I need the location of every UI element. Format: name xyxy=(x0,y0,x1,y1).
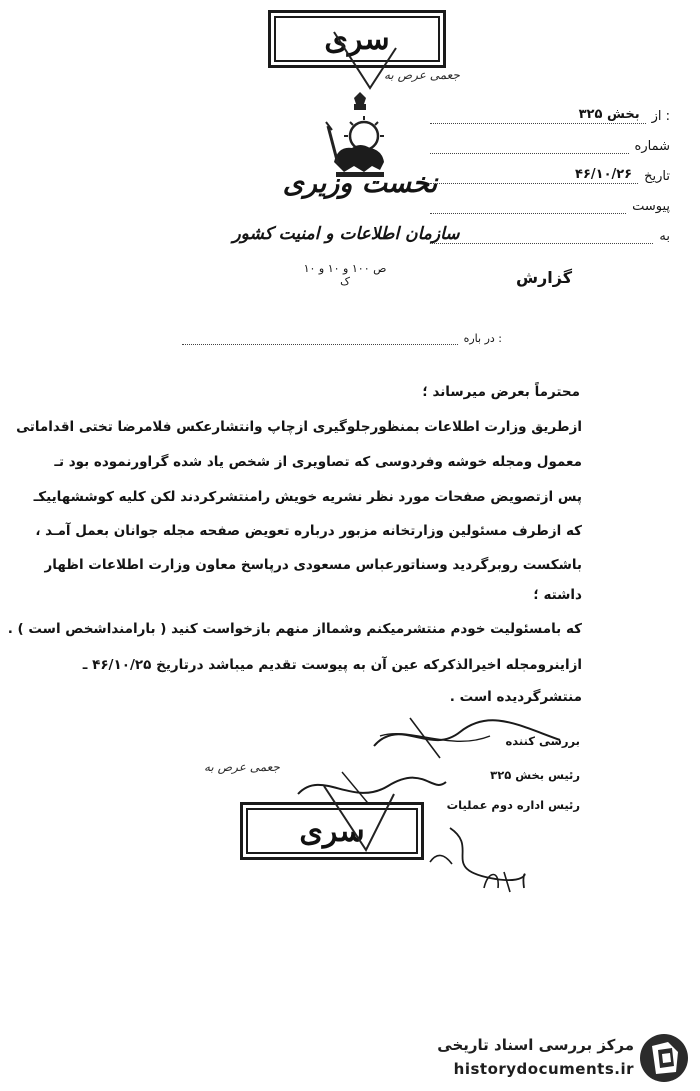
body-line: که ازطرف مسئولین وزارتخانه مزبور درباره تعویض صفحه مجله جوانان بعمل آمـد ، xyxy=(35,523,582,539)
body-line: ازطریق وزارت اطلاعات بمنظورجلوگیری ازچاپ وانتشارعکس فلامرضا تختی اقداماتی xyxy=(16,419,582,435)
body-line: منتشرگردیده است . xyxy=(449,689,582,705)
organization-subtitle: سازمان اطلاعات و امنیت کشور xyxy=(232,224,460,244)
meta-date-row xyxy=(430,164,670,184)
handwritten-note-bottom: جعمی عرص به xyxy=(204,760,280,774)
archive-logo-icon xyxy=(638,1032,690,1084)
classification-text: سری xyxy=(324,21,390,57)
meta-from-value: بخش ۳۲۵ xyxy=(578,107,640,122)
meta-number-row xyxy=(430,134,670,154)
handwritten-signature xyxy=(370,706,570,766)
archive-website: historydocuments.ir xyxy=(453,1060,634,1078)
meta-date-label: تاریخ xyxy=(644,169,670,184)
regarding-label: در باره : xyxy=(463,332,502,345)
ops-chief-label: رئیس اداره دوم عملیات xyxy=(446,798,580,812)
report-title: گزارش xyxy=(515,268,572,287)
handwritten-date-mark xyxy=(478,864,518,898)
lion-and-sun-emblem-icon xyxy=(320,92,400,180)
stamp-slash-mark xyxy=(330,28,400,102)
body-line: باشکست روبرگردید وسناتورعباس مسعودی درپاسخ معاون وزارت اطلاعات اظهار xyxy=(44,557,582,573)
meta-to-label: به xyxy=(659,229,670,244)
body-line: که بامسئولیت خودم منتشرمیکنم وشمااز منهم بازخواست کنید ( بارامنداشخص است ) . xyxy=(7,621,582,637)
meta-attachment-label: پیوست xyxy=(632,199,670,214)
section-chief-label: رئیس بخش ۳۲۵ xyxy=(490,768,580,782)
reviewer-label: بررسی کننده xyxy=(505,734,580,748)
meta-from-row xyxy=(430,104,670,124)
salutation: محترماً بعرض میرساند ؛ xyxy=(422,384,580,400)
handwritten-note-top: جعمی عرص به xyxy=(384,68,460,82)
body-line: پس ازتصویض صفحات مورد نظر نشریه خویش رامنتشرکردند لکن کلیه کوششهاییکـ xyxy=(33,489,582,505)
archive-center-name: مرکز بررسی اسناد تاریخی xyxy=(437,1036,634,1054)
meta-to-row xyxy=(430,224,670,244)
organization-code: ص ۱۰۰ و ۱۰ و ۱۰ ک xyxy=(303,262,387,288)
stamp-slash-mark xyxy=(320,780,400,860)
body-line: معمول ومجله خوشه وفردوسی که تصاویری از شخص یاد شده گراورنموده بود تـ xyxy=(54,454,582,470)
meta-attachment-row xyxy=(430,194,670,214)
body-line: ازاینرومجله اخیرالذکرکه عین آن به پیوست تقدیم میباشد درتاریخ ۴۶/۱۰/۲۵ ـ xyxy=(82,657,582,673)
organization-title: نخست وزیری xyxy=(282,168,438,199)
classification-text: سری xyxy=(299,813,365,849)
meta-number-label: شماره xyxy=(634,139,670,154)
meta-from-label: از : xyxy=(651,109,670,124)
body-line: داشته ؛ xyxy=(533,587,582,603)
regarding-row xyxy=(182,330,502,345)
meta-date-value: ۴۶/۱۰/۲۶ xyxy=(575,167,633,182)
